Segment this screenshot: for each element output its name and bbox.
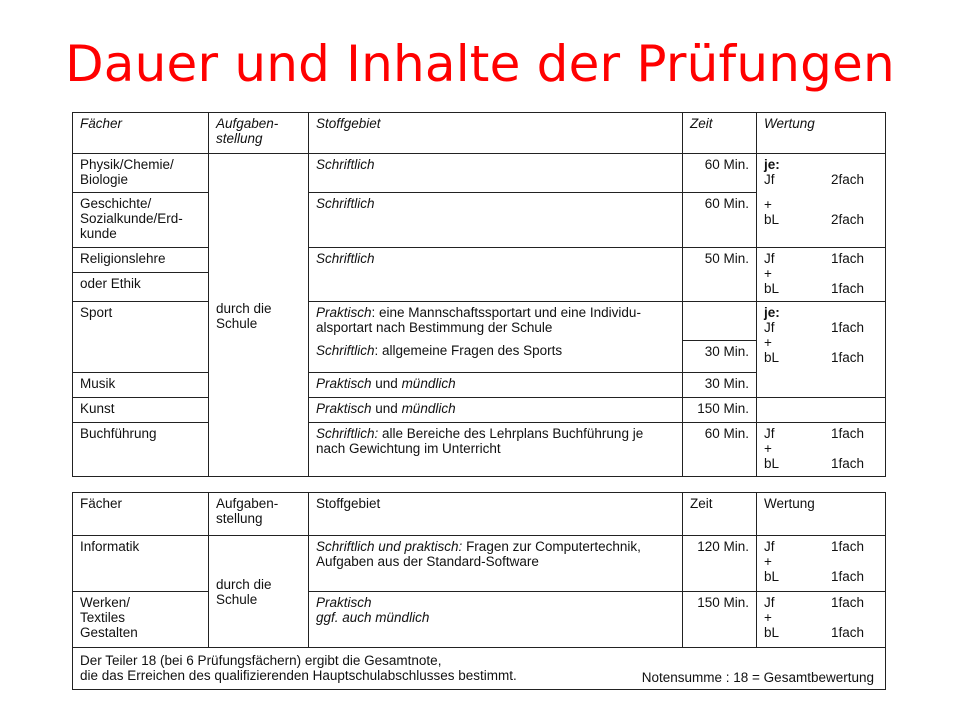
table-row (73, 248, 886, 273)
stoff-cell: Schriftlich: allgemeine Fragen des Sports (309, 340, 683, 372)
header-wertung: Wertung (757, 113, 886, 154)
table-row (73, 154, 886, 193)
wertung-cell: je: Jf 1fach + bL 1fach (757, 302, 886, 397)
table-row (73, 397, 886, 422)
stoff-cell: Praktisch und mündlich (309, 372, 683, 397)
fach-cell: Sport (73, 302, 209, 372)
table-row (73, 302, 886, 340)
fach-cell: Kunst (73, 397, 209, 422)
stoff-cell: Schriftlich (309, 248, 683, 302)
aufgaben-merged-cell: durch die Schule (209, 536, 309, 648)
wertung-cell: Jf 1fach + bL 1fach (757, 536, 886, 592)
header-zeit: Zeit (683, 113, 757, 154)
zeit-cell (683, 302, 757, 340)
zeit-cell: 60 Min. (683, 154, 757, 193)
zeit-cell: 60 Min. (683, 422, 757, 476)
exam-table-2 (72, 492, 886, 690)
wertung-cell: Jf 1fach + bL 1fach (757, 422, 886, 476)
header-faecher: Fächer (73, 493, 209, 536)
wertung-cell: Jf 1fach + bL 1fach (757, 592, 886, 648)
footer-line-1: Der Teiler 18 (bei 6 Prüfungsfächern) ergibt die Gesamtnote, (80, 653, 442, 668)
exam-table-1 (72, 112, 886, 477)
footer-formula: Notensumme : 18 = Gesamtbewertung (641, 670, 874, 685)
header-aufgabenstellung: Aufgaben- stellung (209, 113, 309, 154)
stoff-cell: Schriftlich (309, 193, 683, 248)
table-row (73, 592, 886, 648)
wertung-cell: Jf 1fach + bL 1fach (757, 248, 886, 302)
table-row (73, 422, 886, 476)
fach-cell: Religionslehre (73, 248, 209, 273)
page-title: Dauer und Inhalte der Prüfungen (65, 35, 895, 93)
stoff-cell: Praktisch ggf. auch mündlich (309, 592, 683, 648)
fach-cell: Physik/Chemie/ Biologie (73, 154, 209, 193)
fach-cell: oder Ethik (73, 273, 209, 302)
stoff-cell: Praktisch: eine Mannschaftssportart und eine Individu- alsportart nach Bestimmung der Schule (309, 302, 683, 340)
zeit-cell: 60 Min. (683, 193, 757, 248)
stoff-cell: Schriftlich und praktisch: Fragen zur Computertechnik, Aufgaben aus der Standard-Software (309, 536, 683, 592)
header-aufgabenstellung: Aufgaben- stellung (209, 493, 309, 536)
zeit-cell: 120 Min. (683, 536, 757, 592)
zeit-cell: 30 Min. (683, 372, 757, 397)
zeit-cell: 150 Min. (683, 397, 757, 422)
aufgaben-merged-cell: durch die Schule (209, 154, 309, 477)
fach-cell: Buchführung (73, 422, 209, 476)
fach-cell: Musik (73, 372, 209, 397)
header-zeit: Zeit (683, 493, 757, 536)
stoff-cell: Schriftlich (309, 154, 683, 193)
zeit-cell: 50 Min. (683, 248, 757, 302)
header-faecher: Fächer (73, 113, 209, 154)
stoff-cell: Schriftlich: alle Bereiche des Lehrplans Buchführung je nach Gewichtung im Unterricht (309, 422, 683, 476)
zeit-cell: 150 Min. (683, 592, 757, 648)
stoff-cell: Praktisch und mündlich (309, 397, 683, 422)
header-wertung: Wertung (757, 493, 886, 536)
fach-cell: Werken/ Textiles Gestalten (73, 592, 209, 648)
footer-cell (73, 648, 886, 690)
wertung-cell: je: Jf 2fach + bL 2fach (757, 154, 886, 248)
header-stoffgebiet: Stoffgebiet (309, 113, 683, 154)
wertung-cell (757, 397, 886, 422)
table-header-row (73, 113, 886, 154)
zeit-cell: 30 Min. (683, 340, 757, 372)
fach-cell: Geschichte/ Sozialkunde/Erd- kunde (73, 193, 209, 248)
header-stoffgebiet: Stoffgebiet (309, 493, 683, 536)
fach-cell: Informatik (73, 536, 209, 592)
table-footer-row (73, 648, 886, 690)
footer-line-2: die das Erreichen des qualifizierenden Hauptschulabschlusses bestimmt. (80, 668, 517, 683)
table-row (73, 536, 886, 592)
table-header-row (73, 493, 886, 536)
